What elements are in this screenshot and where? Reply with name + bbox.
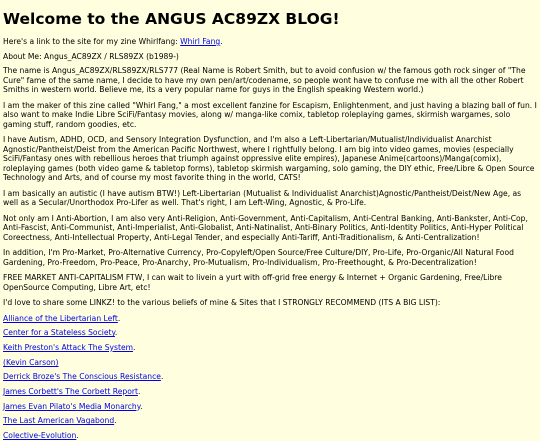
list-item [3, 387, 537, 397]
link-media-monarchy[interactable]: James Evan Pilato's Media Monarchy [3, 401, 141, 411]
paragraph-name: The name is Angus_AC89ZX/RLS89ZX/RLS777 (Real Name is Robert Smith, but to avoid confusion w/ the famous goth rock singer of "The Cure" fame of the same name, I decide to have my own pen/art/codename, so people wont have to confuse me with all the other Robert Smiths in western world. Believe me, its a very popular name for guys in the English speaking Western world.) [3, 66, 526, 94]
link-collective-evolution[interactable]: Colective-Evolution [3, 431, 77, 440]
list-item [3, 402, 537, 412]
link-suffix: . [76, 431, 79, 440]
link-suffix: . [137, 386, 141, 396]
list-item [3, 431, 537, 441]
link-suffix: . [114, 328, 118, 338]
whirl-fang-link[interactable]: Whirl Fang [180, 37, 221, 46]
link-list [3, 314, 537, 441]
zine-line [3, 37, 537, 47]
about-line: About Me: Angus_AC89ZX / RLS89ZX (b1989-) [3, 51, 179, 61]
link-suffix: . [133, 342, 136, 352]
list-item [3, 358, 537, 368]
link-attack-the-system[interactable]: Keith Preston's Attack The System [3, 342, 134, 352]
link-conscious-resistance[interactable]: Derrick Broze's The Conscious Resistance [3, 372, 161, 382]
list-item [3, 343, 537, 353]
list-item [3, 314, 537, 324]
paragraph-anti: Not only am I Anti-Abortion, I am also very Anti-Religion, Anti-Government, Anti-Capitalism, Anti-Central Banking, Anti-Bankster, Anti-Cop, Anti-Fascist, Anti-Communist, Anti-Imperialist, Anti-Globalist, Anti-Natinalist, Anti-Binary Politics, Anti-Identity Politics, Anti-Hyper Political Coreectness, Anti-Intellectual Property, Anti-Legal Tender, and especially Anti-Tariff, Anti-Traditionalism, & Anti-Centralization! [3, 213, 528, 242]
zine-suffix: . [220, 37, 223, 46]
paragraph-beliefs: I am basically an autistic (I have autism BTW!) Left-Libertarian (Mutualist & Individualist Anarchist)Agnostic/Pantheist/Deist/New Age, as well as a Secular/Unorthodox Pro-Lifer as well. That's right, I am Left-Wing, Agnostic, & Pro-Life. [3, 188, 522, 207]
zine-prefix: Here's a link to the site for my zine Whirlfang: [3, 37, 181, 46]
link-last-american-vagabond[interactable]: The Last American Vagabond [3, 416, 115, 426]
link-center-stateless-society[interactable]: Center for a Stateless Society [3, 328, 115, 338]
link-kevin-carson[interactable]: (Kevin Carson) [3, 357, 59, 367]
link-suffix: . [140, 401, 143, 411]
paragraph-free-market: FREE MARKET ANTI-CAPITALISM FTW, I can wait to livein a yurt with off-grid free energy & Internet + Organic Gardening, Free/Libre OpenSource Computing, Libre Art, etc! [3, 273, 502, 292]
list-item [3, 328, 537, 338]
paragraph-zine: I am the maker of this zine called "Whirl Fang," a most excellent fanzine for Escapism, Enlightenment, and just having a blazing ball of fun. I also want to make Indie Libre SciFi/Fantasy movies, along w/ manga-like comix, tabletop roleplaying games, skirmish wargames, solo gaming stuff, random goodies, etc. [3, 100, 537, 129]
paragraph-pro: In addition, I'm Pro-Market, Pro-Alternative Currency, Pro-Copyleft/Open Source/Free Culture/DIY, Pro-Life, Pro-Organic/All Natural Food Gardening, Pro-Freedom, Pro-Peace, Pro-Anarchy, Pro-Mutualism, Pro-Individualism, Pro-Freethought, & Pro-Decentralization! [3, 248, 514, 267]
link-alliance-libertarian-left[interactable]: Alliance of the Libertarian Left [3, 313, 118, 323]
paragraph-links-intro: I'd love to share some LINKZ! to the various beliefs of mine & Sites that I STRONGLY RECOMMEND (ITS A BIG LIST): [3, 298, 441, 307]
list-item [3, 372, 537, 382]
page-title: Welcome to the ANGUS AC89ZX BLOG! [3, 10, 340, 28]
paragraph-interests: I have Autism, ADHD, OCD, and Sensory Integration Dysfunction, and I'm also a Left-Libertarian/Mutualist/Individualist Anarchist Agnostic/Pantheist/Deist from the American Pacific Northwest, where I rightfully belong. I am big into video games, movies (especially SciFi/Fantasy ones with rebellious heroes that triumph against oppressive elite empires), Japanese Anime(cartoons)/Manga(comix), roleplaying games (both video game & tabletop forms), tabletop skirmish wargaming, solo gaming, the DIY ethic, Free/Libre & Open Source Technology and Arts, and of course my most favorite thing in the world, CATS! [3, 135, 535, 182]
link-corbett-report[interactable]: James Corbett's The Corbett Report [3, 386, 138, 396]
link-suffix: . [114, 416, 117, 426]
link-suffix: . [160, 372, 164, 382]
link-suffix: . [117, 313, 121, 323]
list-item [3, 416, 537, 426]
